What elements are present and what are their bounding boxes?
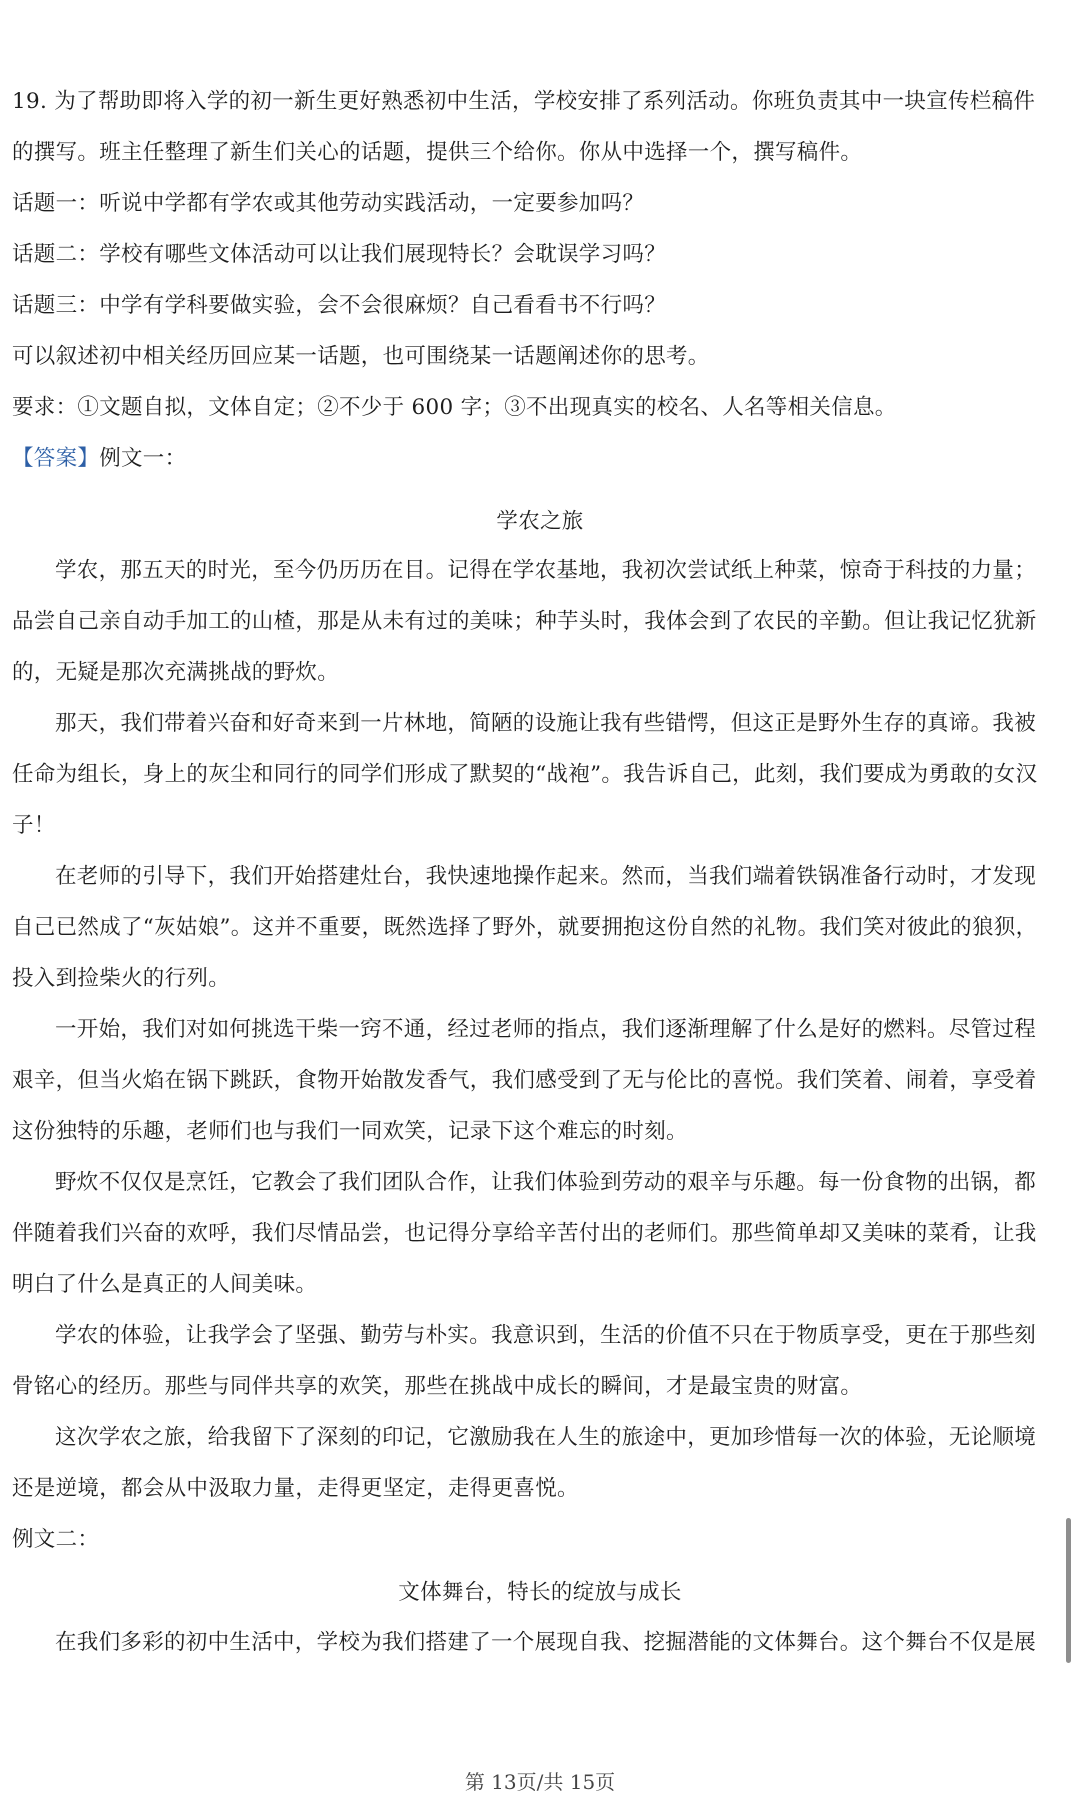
- essay-line: 学农，那五天的时光，至今仍历历在目。记得在学农基地，我初次尝试纸上种菜，惊奇于科技的力量；: [55, 558, 1037, 583]
- essay-line: 这次学农之旅，给我留下了深刻的印记，它激励我在人生的旅途中，更加珍惜每一次的体验，无论顺境: [55, 1425, 1037, 1450]
- essay-line: 骨铭心的经历。那些与同伴共享的欢笑，那些在挑战中成长的瞬间，才是最宝贵的财富。: [12, 1374, 863, 1399]
- essay-line: 野炊不仅仅是烹饪，它教会了我们团队合作，让我们体验到劳动的艰辛与乐趣。每一份食物的出锅，都: [55, 1170, 1037, 1195]
- topic-three: 话题三：中学有学科要做实验，会不会很麻烦？自己看看书不行吗？: [12, 293, 667, 318]
- question-line-1: 19. 为了帮助即将入学的初一新生更好熟悉初中生活，学校安排了系列活动。你班负责其中一块宣传栏稿件: [12, 89, 1036, 114]
- essay-line: 品尝自己亲自动手加工的山楂，那是从未有过的美味；种芋头时，我体会到了农民的辛勤。但让我记忆犹新: [12, 609, 1037, 634]
- essay-line: 伴随着我们兴奋的欢呼，我们尽情品尝，也记得分享给辛苦付出的老师们。那些简单却又美味的菜肴，让我: [12, 1221, 1037, 1246]
- essay-line: 子！: [12, 813, 56, 838]
- essay-line: 自己已然成了“灰姑娘”。这并不重要，既然选择了野外，就要拥抱这份自然的礼物。我们笑对彼此的狼狈，: [12, 915, 1038, 940]
- page-number-footer: 第 13页/共 15页: [464, 1770, 616, 1794]
- essay-one-title: 学农之旅: [496, 509, 584, 534]
- essay-line: 这份独特的乐趣，老师们也与我们一同欢笑，记录下这个难忘的时刻。: [12, 1119, 688, 1144]
- essay-line: 在老师的引导下，我们开始搭建灶台，我快速地操作起来。然而，当我们端着铁锅准备行动时，才发现: [55, 864, 1037, 889]
- essay-line: 还是逆境，都会从中汲取力量，走得更坚定，走得更喜悦。: [12, 1476, 579, 1501]
- essay-line: 一开始，我们对如何挑选干柴一窍不通，经过老师的指点，我们逐渐理解了什么是好的燃料。尽管过程: [55, 1017, 1037, 1042]
- essay-line: 的，无疑是那次充满挑战的野炊。: [12, 660, 340, 685]
- scrollbar-thumb[interactable]: [1066, 1518, 1071, 1663]
- writing-requirements: 要求：①文题自拟，文体自定；②不少于 600 字；③不出现真实的校名、人名等相关信息。: [12, 395, 897, 420]
- sample-one-intro: 例文一：: [99, 446, 187, 471]
- essay-line: 任命为组长，身上的灰尘和同行的同学们形成了默契的“战袍”。我告诉自己，此刻，我们要成为勇敢的女汉: [12, 762, 1038, 787]
- essay-line: 在我们多彩的初中生活中，学校为我们搭建了一个展现自我、挖掘潜能的文体舞台。这个舞台不仅是展: [55, 1630, 1037, 1655]
- answer-heading: [12, 433, 1060, 484]
- essay-line: 艰辛，但当火焰在锅下跳跃，食物开始散发香气，我们感受到了无与伦比的喜悦。我们笑着、闹着，享受着: [12, 1068, 1037, 1093]
- writing-hint: 可以叙述初中相关经历回应某一话题，也可围绕某一话题阐述你的思考。: [12, 344, 710, 369]
- topic-two: 话题二：学校有哪些文体活动可以让我们展现特长？会耽误学习吗？: [12, 242, 667, 267]
- answer-label: 【答案】: [12, 446, 100, 471]
- question-line-2: 的撰写。班主任整理了新生们关心的话题，提供三个给你。你从中选择一个，撰写稿件。: [12, 140, 863, 165]
- topic-one: 话题一：听说中学都有学农或其他劳动实践活动，一定要参加吗？: [12, 191, 645, 216]
- essay-line: 明白了什么是真正的人间美味。: [12, 1272, 318, 1297]
- essay-line: 投入到捡柴火的行列。: [12, 966, 231, 991]
- sample-two-intro: 例文二：: [12, 1527, 100, 1552]
- essay-line: 那天，我们带着兴奋和好奇来到一片林地，简陋的设施让我有些错愕，但这正是野外生存的真谛。我被: [55, 711, 1037, 736]
- essay-two-title: 文体舞台，特长的绽放与成长: [398, 1580, 682, 1605]
- essay-line: 学农的体验，让我学会了坚强、勤劳与朴实。我意识到，生活的价值不只在于物质享受，更在于那些刻: [55, 1323, 1037, 1348]
